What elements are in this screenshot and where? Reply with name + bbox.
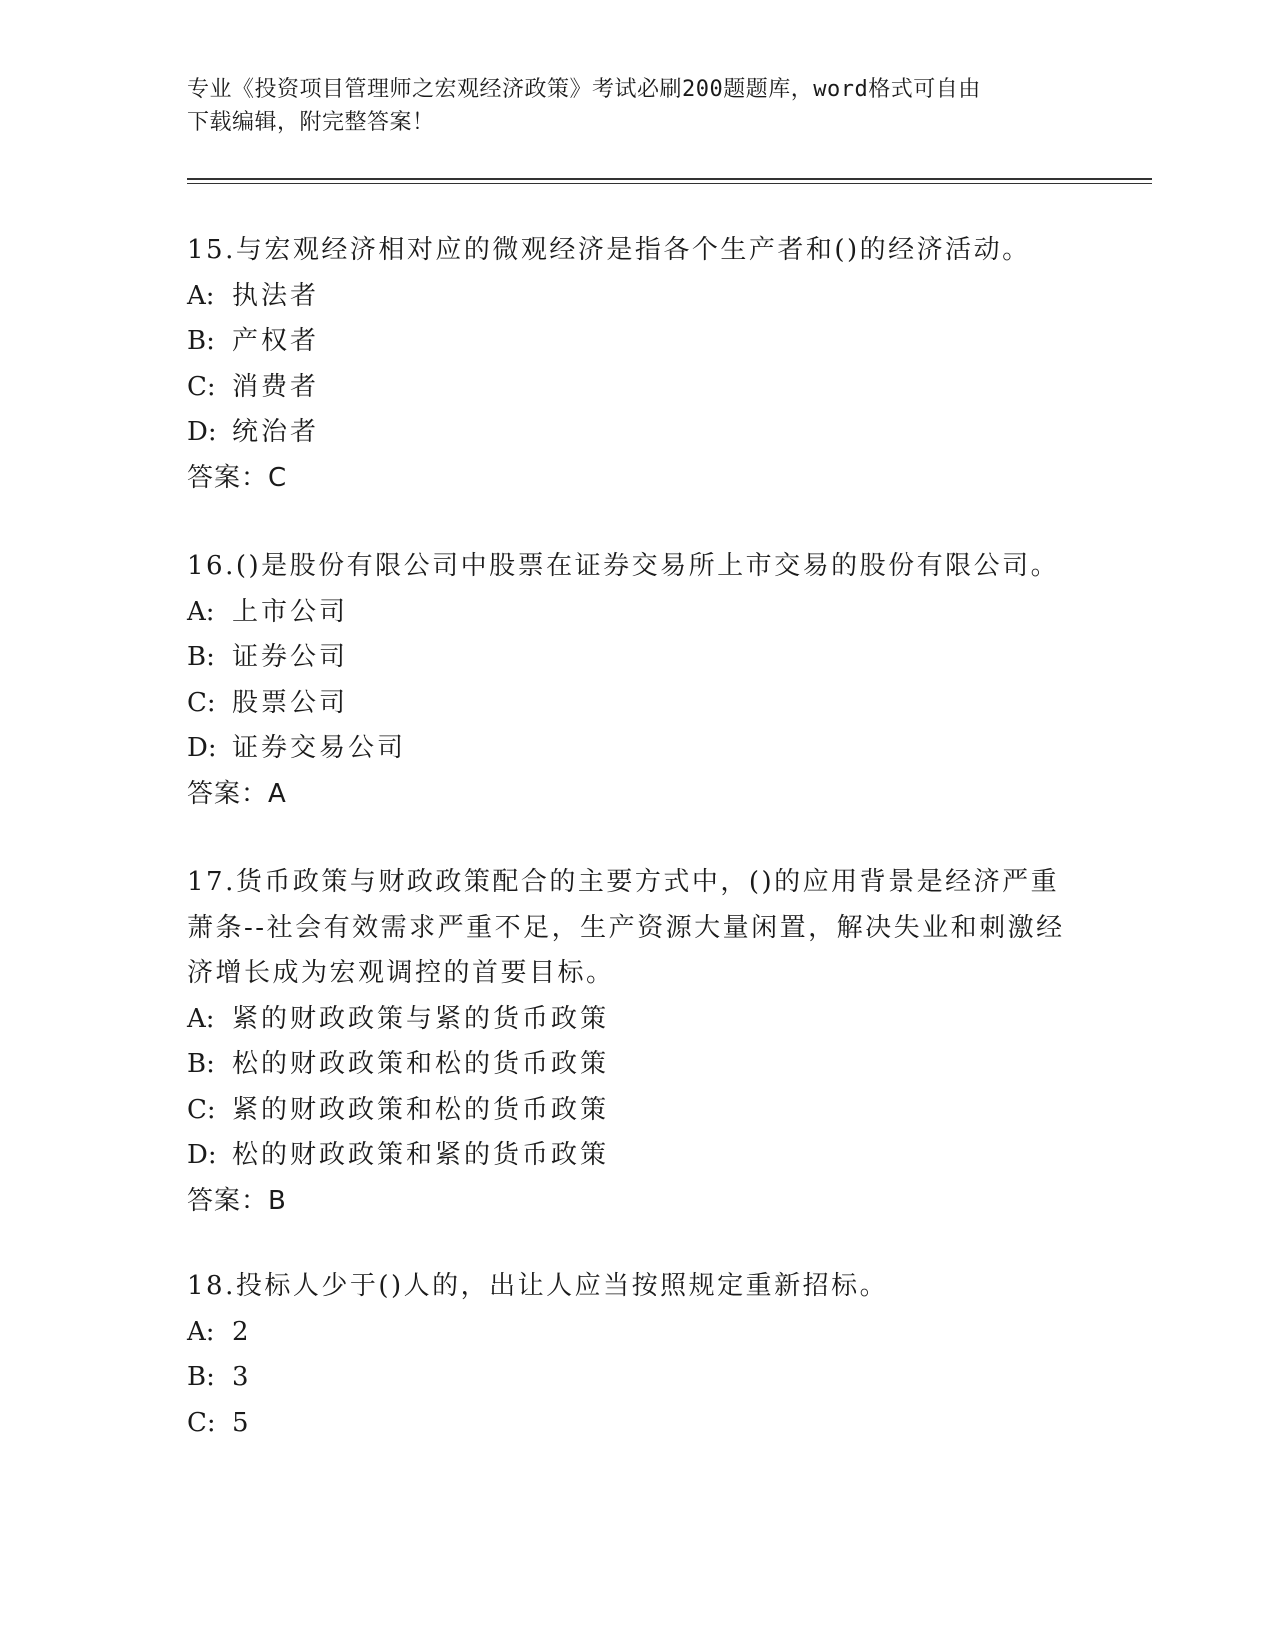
header-line-2: 下载编辑，附完整答案！ <box>187 110 435 135</box>
header-divider-thick <box>187 178 1152 180</box>
option-text: 上市公司 <box>232 596 349 627</box>
question-stem: 17.货币政策与财政政策配合的主要方式中，()的应用背景是经济严重萧条--社会有效需求严重不足，生产资源大量闲置，解决失业和刺激经济增长成为宏观调控的首要目标。 <box>187 867 1065 988</box>
option-text: 2 <box>232 1316 252 1347</box>
option-text: 消费者 <box>232 371 320 402</box>
question-17 <box>187 860 1087 1224</box>
header-divider-thin <box>187 183 1152 184</box>
question-stem: 18.投标人少于()人的，出让人应当按照规定重新招标。 <box>187 1271 889 1301</box>
answer-line: 答案：B <box>187 1185 287 1216</box>
option-text: 松的财政政策和紧的货币政策 <box>232 1140 610 1170</box>
answer-line: 答案：C <box>187 462 288 493</box>
option-letter: B: <box>187 642 215 672</box>
question-stem: 15.与宏观经济相对应的微观经济是指各个生产者和()的经济活动。 <box>187 235 1031 265</box>
option-letter: C: <box>187 1094 216 1125</box>
option-letter: D: <box>187 733 217 763</box>
option-c <box>187 1401 1087 1447</box>
option-letter: A: <box>187 1003 215 1034</box>
option-c <box>187 365 1087 411</box>
option-d <box>187 726 1087 772</box>
option-a <box>187 997 1087 1043</box>
option-a <box>187 1310 1087 1356</box>
option-text: 产权者 <box>232 326 320 356</box>
option-text: 紧的财政政策与紧的货币政策 <box>232 1003 610 1034</box>
option-a <box>187 590 1087 636</box>
question-15 <box>187 228 1087 501</box>
option-text: 3 <box>232 1362 252 1392</box>
option-c <box>187 681 1087 727</box>
option-d <box>187 410 1087 456</box>
question-16 <box>187 544 1087 817</box>
option-letter: C: <box>187 687 216 718</box>
option-text: 5 <box>232 1407 252 1438</box>
option-letter: D: <box>187 1140 217 1170</box>
document-header <box>187 73 1087 139</box>
option-letter: C: <box>187 1407 216 1438</box>
option-letter: A: <box>187 596 215 627</box>
option-b <box>187 319 1087 365</box>
option-b <box>187 635 1087 681</box>
question-stem: 16.()是股份有限公司中股票在证券交易所上市交易的股份有限公司。 <box>187 551 1060 581</box>
option-letter: B: <box>187 1049 215 1079</box>
option-letter: B: <box>187 326 215 356</box>
option-text: 执法者 <box>232 280 320 311</box>
option-text: 股票公司 <box>232 687 349 718</box>
option-letter: A: <box>187 280 215 311</box>
answer-line: 答案：A <box>187 778 287 809</box>
option-d <box>187 1133 1087 1179</box>
header-line-1: 专业《投资项目管理师之宏观经济政策》考试必刷200题题库，word格式可自由 <box>187 77 981 102</box>
option-text: 证券公司 <box>232 642 349 672</box>
option-letter: B: <box>187 1362 215 1392</box>
option-text: 统治者 <box>232 417 320 447</box>
option-text: 松的财政政策和松的货币政策 <box>232 1049 610 1079</box>
option-letter: C: <box>187 371 216 402</box>
option-text: 证券交易公司 <box>232 733 407 763</box>
question-18 <box>187 1264 1087 1446</box>
option-c <box>187 1088 1087 1134</box>
option-letter: A: <box>187 1316 215 1347</box>
option-b <box>187 1355 1087 1401</box>
option-a <box>187 274 1087 320</box>
option-letter: D: <box>187 417 217 447</box>
option-text: 紧的财政政策和松的货币政策 <box>232 1094 610 1125</box>
option-b <box>187 1042 1087 1088</box>
